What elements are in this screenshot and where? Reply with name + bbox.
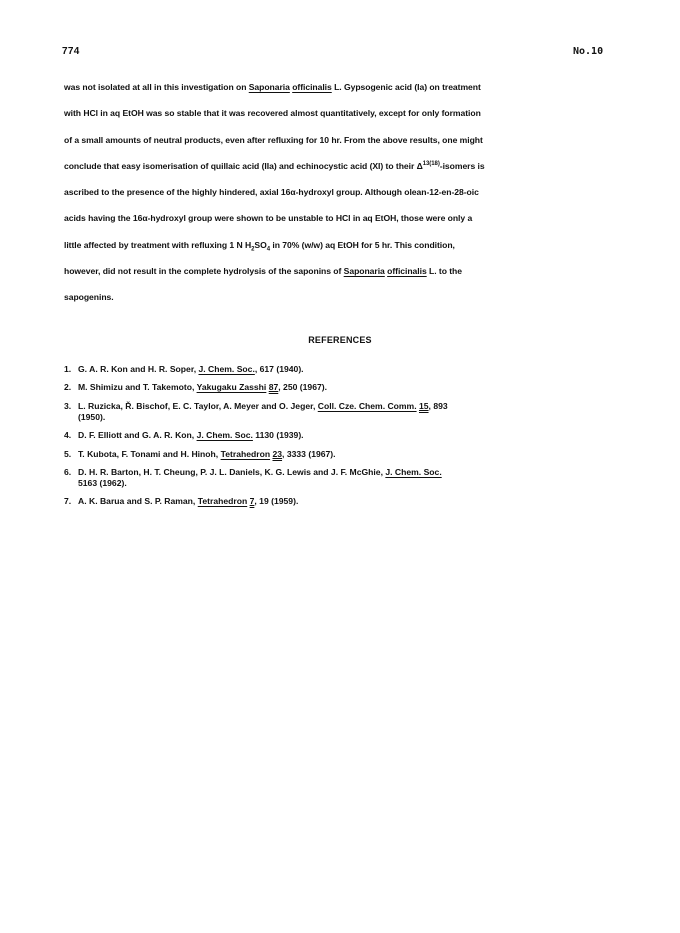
text-line-6: acids having the 16α-hydroxyl group were shown to be unstable to HCl in aq EtOH, those were only a [64, 213, 473, 224]
text-span: however, did not result in the complete hydrolysis of the saponins of [64, 266, 344, 277]
text-span: conclude that easy isomerisation of quillaic acid (IIa) and echinocystic acid (XI) to their Δ [64, 160, 423, 171]
reference-number: 7. [64, 496, 72, 507]
reference-authors: D. H. R. Barton, H. T. Cheung, P. J. L. Daniels, K. G. Lewis and J. F. McGhie, [78, 466, 386, 477]
text-span: in 70% (w/w) aq EtOH for 5 hr. This condition, [270, 239, 455, 250]
subscript: 2 [251, 246, 255, 253]
reference-number: 4. [64, 430, 72, 441]
species-genus: Saponaria [343, 266, 385, 277]
reference-details: , 617 (1940). [254, 364, 304, 374]
reference-journal: Tetrahedron [220, 448, 271, 459]
reference-list [64, 364, 624, 515]
reference-item [64, 467, 624, 489]
text-span: SO [254, 239, 267, 250]
reference-volume: 15 [418, 400, 429, 411]
reference-continuation: 5163 (1962). [78, 477, 127, 488]
reference-journal: Tetrahedron [197, 496, 248, 507]
reference-item [64, 449, 624, 460]
text-line-7 [64, 232, 624, 258]
species-epithet: officinalis [387, 266, 427, 277]
species-epithet: officinalis [292, 82, 332, 92]
body-text [64, 74, 624, 311]
reference-volume: 7 [249, 496, 255, 507]
reference-continuation: (1950). [78, 411, 106, 422]
reference-number: 3. [64, 400, 72, 411]
issue-number: No.10 [573, 46, 604, 57]
reference-item [64, 364, 624, 375]
reference-volume: 87 [268, 382, 279, 393]
reference-authors: G. A. R. Kon and H. R. Soper, [78, 364, 199, 374]
reference-journal: J. Chem. Soc. [196, 430, 253, 441]
reference-journal: J. Chem. Soc. [198, 364, 255, 374]
text-line-3: of a small amounts of neutral products, even after refluxing for 10 hr. From the above results, one might [64, 134, 483, 145]
text-line-2: with HCl in aq EtOH was so stable that it was recovered almost quantitatively, except for only formation [64, 108, 481, 119]
subscript: 4 [266, 246, 271, 253]
text-span: -isomers is [439, 160, 485, 171]
text-span: was not isolated at all in this investigation on [64, 82, 249, 92]
reference-details: , 19 (1959). [254, 496, 299, 507]
reference-authors: M. Shimizu and T. Takemoto, [78, 382, 197, 393]
reference-item [64, 382, 624, 393]
reference-journal: J. Chem. Soc. [385, 466, 442, 477]
text-line-4 [64, 153, 624, 179]
superscript: 13(18) [422, 161, 440, 168]
reference-item [64, 430, 624, 441]
reference-details: , 3333 (1967). [282, 448, 336, 459]
reference-volume: 23 [272, 448, 283, 459]
reference-authors: T. Kubota, F. Tonami and H. Hinoh, [78, 448, 221, 459]
reference-details: , 893 [428, 400, 448, 411]
text-line-9: sapogenins. [64, 292, 114, 303]
reference-number: 1. [64, 364, 72, 374]
text-line-8 [64, 258, 624, 284]
reference-authors: L. Ruzicka, Ř. Bischof, E. C. Taylor, A. Meyer and O. Jeger, [78, 400, 318, 411]
species-genus: Saponaria [248, 82, 290, 92]
reference-journal: Yakugaku Zasshi [196, 382, 267, 393]
text-line-1 [64, 74, 624, 100]
reference-number: 5. [64, 448, 72, 459]
reference-journal: Coll. Cze. Chem. Comm. [317, 400, 417, 411]
reference-item [64, 401, 624, 423]
reference-number: 2. [64, 382, 72, 393]
text-span: L. Gypsogenic acid (Ia) on treatment [331, 82, 481, 92]
text-line-5: ascribed to the presence of the highly hindered, axial 16α-hydroxyl group. Although olean-12-en-28-oic [64, 187, 479, 198]
page-number: 774 [62, 46, 80, 57]
text-span: little affected by treatment with refluxing 1 N H [64, 239, 252, 250]
reference-authors: D. F. Elliott and G. A. R. Kon, [78, 430, 197, 441]
reference-details: , 250 (1967). [278, 382, 328, 393]
reference-number: 6. [64, 466, 72, 477]
reference-authors: A. K. Barua and S. P. Raman, [78, 496, 198, 507]
reference-details: 1130 (1939). [252, 430, 304, 441]
text-span: L. to the [426, 266, 462, 277]
reference-item [64, 496, 624, 507]
references-heading: REFERENCES [308, 335, 372, 345]
